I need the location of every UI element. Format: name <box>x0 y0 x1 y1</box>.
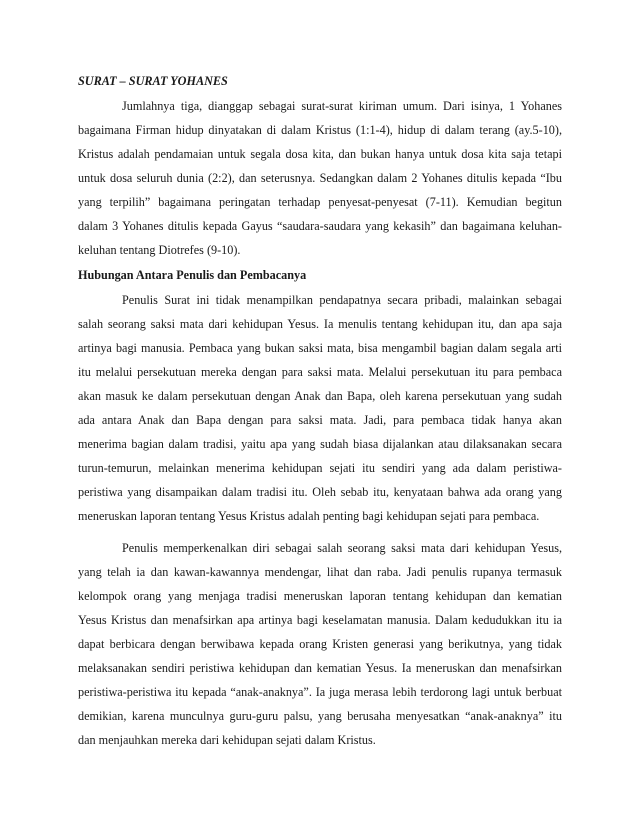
paragraph-3-line: dapat berbicara dengan berwibawa kepada orang Kristen generasi yang berikutnya, yang tidak <box>78 637 562 651</box>
paragraph-2-line: peristiwa yang disampaikan dalam tradisi itu. Oleh sebab itu, kenyataan bahwa ada orang yang <box>78 485 562 499</box>
paragraph-2-line: akan masuk ke dalam persekutuan dengan Anak dan Bapa, oleh karena persekutuan yang sudah <box>78 389 562 403</box>
paragraph-2-line: meneruskan laporan tentang Yesus Kristus adalah penting bagi kehidupan sejati para pembaca. <box>78 509 540 523</box>
paragraph-2-line: turun-temurun, melainkan menerima kehidupan sejati itu sendiri yang ada dalam peristiwa- <box>78 461 562 475</box>
section-heading: Hubungan Antara Penulis dan Pembacanya <box>78 268 307 282</box>
paragraph-1-line: yang terpilih” bagaimana peringatan terhadap penyesat-penyesat (7-11). Kemudian begitun <box>78 195 562 209</box>
paragraph-1-line: keluhan tentang Diotrefes (9-10). <box>78 243 241 257</box>
document-title: SURAT – SURAT YOHANES <box>78 74 228 88</box>
paragraph-2-line: menerima bagian dalam tradisi, yaitu apa yang sudah biasa dijalankan atau dilaksanakan secara <box>78 437 562 451</box>
paragraph-1-line: Kristus adalah pendamaian untuk segala dosa kita, dan bukan hanya untuk dosa kita saja tetapi <box>78 147 562 161</box>
paragraph-2-line: artinya bagi manusia. Pembaca yang bukan saksi mata, bisa mengambil bagian dalam segala arti <box>78 341 562 355</box>
paragraph-1-line: bagaimana Firman hidup dinyatakan di dalam Kristus (1:1-4), hidup di dalam terang (ay.5-10), <box>78 123 562 137</box>
paragraph-2-line: ada antara Anak dan Bapa dengan para saksi mata. Jadi, para pembaca tidak hanya akan <box>78 413 562 427</box>
paragraph-3-line: demikian, karena munculnya guru-guru palsu, yang berusaha menyesatkan “anak-anaknya” itu <box>78 709 562 723</box>
paragraph-1-line: dalam 3 Yohanes ditulis kepada Gayus “saudara-saudara yang kekasih” dan bagaimana keluhan- <box>78 219 562 233</box>
paragraph-3-line: dan menjauhkan mereka dari kehidupan sejati dalam Kristus. <box>78 733 376 747</box>
paragraph-3-line: peristiwa-peristiwa itu kepada “anak-anaknya”. Ia juga merasa lebih terdorong lagi untuk berbuat <box>78 685 562 699</box>
paragraph-3-line: kelompok orang yang menjaga tradisi meneruskan laporan tentang kehidupan dan kematian <box>78 589 562 603</box>
paragraph-1-line: untuk dosa seluruh dunia (2:2), dan seterusnya. Sedangkan dalam 2 Yohanes ditulis kepada “Ibu <box>78 171 562 185</box>
paragraph-3-line: melaksanakan sendiri peristiwa kehidupan dan kematian Yesus. Ia meneruskan dan menafsirkan <box>78 661 562 675</box>
paragraph-2-line: itu melalui persekutuan mereka dengan para saksi mata. Melalui persekutuan itu para pembaca <box>78 365 562 379</box>
paragraph-3-line: Penulis memperkenalkan diri sebagai salah seorang saksi mata dari kehidupan Yesus, <box>122 541 562 555</box>
paragraph-1-line: Jumlahnya tiga, dianggap sebagai surat-surat kiriman umum. Dari isinya, 1 Yohanes <box>122 99 562 113</box>
paragraph-2-line: Penulis Surat ini tidak menampilkan pendapatnya secara pribadi, malainkan sebagai <box>122 293 562 307</box>
paragraph-3-line: Yesus Kristus dan menafsirkan apa artinya bagi keselamatan manusia. Dalam kedudukkan itu ia <box>78 613 562 627</box>
paragraph-3-line: yang telah ia dan kawan-kawannya mendengar, lihat dan raba. Jadi penulis rupanya termasuk <box>78 565 562 579</box>
paragraph-2-line: salah seorang saksi mata dari kehidupan Yesus. Ia menulis tentang kehidupan itu, dan apa saja <box>78 317 562 331</box>
